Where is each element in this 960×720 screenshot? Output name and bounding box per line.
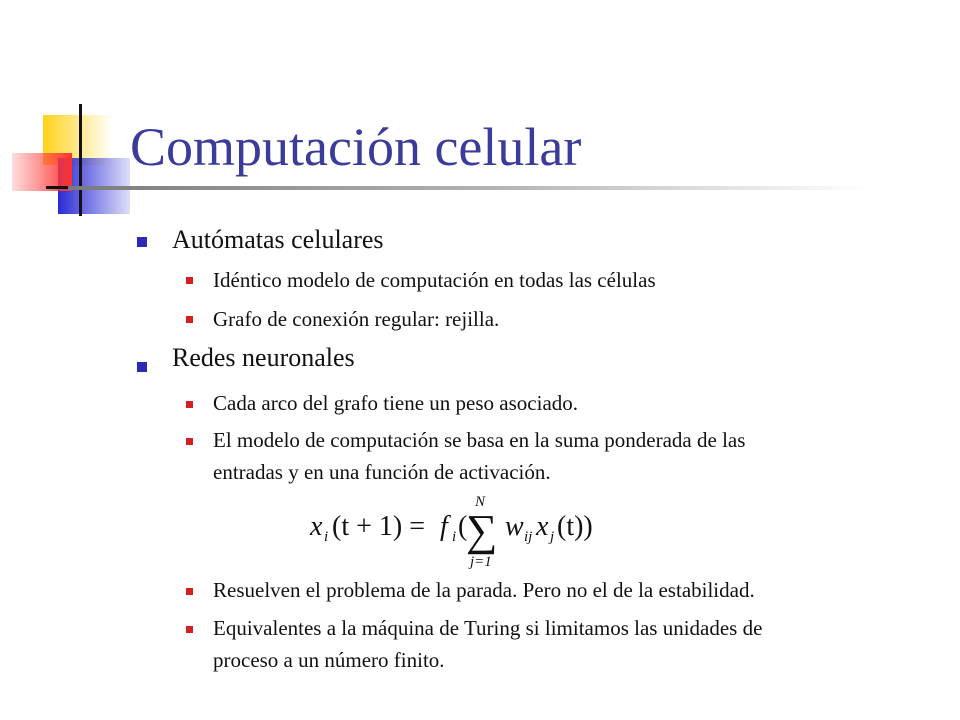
- sub-bullet-modelo-line1: El modelo de computación se basa en la suma ponderada de las: [213, 428, 746, 452]
- formula-arg: (t + 1) =: [332, 511, 426, 542]
- level1-bullet: [137, 237, 147, 247]
- level2-bullet: [186, 316, 193, 323]
- formula-tail: (t)): [557, 511, 593, 542]
- sub-bullet-arco: Cada arco del grafo tiene un peso asociado.: [213, 391, 579, 415]
- level2-bullet: [186, 588, 193, 595]
- logo-vertical-line: [79, 104, 82, 216]
- sub-bullet-identico: Idéntico modelo de computación en todas las células: [213, 268, 656, 292]
- formula-xj: x: [536, 511, 549, 542]
- sub-bullet-equivalentes-line2: proceso a un número finito.: [213, 648, 445, 672]
- sub-bullet-modelo-line2: entradas y en una función de activación.: [213, 460, 551, 484]
- level2-bullet: [186, 277, 193, 284]
- sub-bullet-equivalentes-line1: Equivalentes a la máquina de Turing si limitamos las unidades de: [213, 616, 763, 640]
- title-underline: [68, 186, 868, 190]
- bullet-redes: Redes neuronales: [172, 343, 355, 372]
- formula-xj-sub: j: [550, 529, 555, 545]
- formula-sum-lower: j=1: [470, 554, 492, 570]
- formula-x-sub: i: [324, 529, 329, 545]
- activation-formula: [300, 488, 620, 570]
- slide-title: Computación celular: [130, 117, 582, 177]
- logo-red-square: [12, 153, 72, 191]
- level2-bullet: [186, 438, 193, 445]
- formula-f-sub: i: [452, 529, 457, 545]
- formula-sum-upper: N: [475, 494, 486, 510]
- formula-x: x: [310, 511, 323, 542]
- formula-w-sub: ij: [524, 529, 533, 545]
- level2-bullet: [186, 401, 193, 408]
- formula-w: w: [505, 511, 524, 542]
- level1-bullet: [137, 362, 147, 372]
- formula-open-paren: (: [458, 511, 468, 542]
- bullet-automatas: Autómatas celulares: [172, 225, 384, 254]
- formula-f: f: [440, 511, 448, 542]
- formula-sum-symbol: ∑: [466, 506, 498, 555]
- sub-bullet-grafo: Grafo de conexión regular: rejilla.: [213, 307, 500, 331]
- level2-bullet: [186, 626, 193, 633]
- sub-bullet-resuelven: Resuelven el problema de la parada. Pero no el de la estabilidad.: [213, 578, 755, 602]
